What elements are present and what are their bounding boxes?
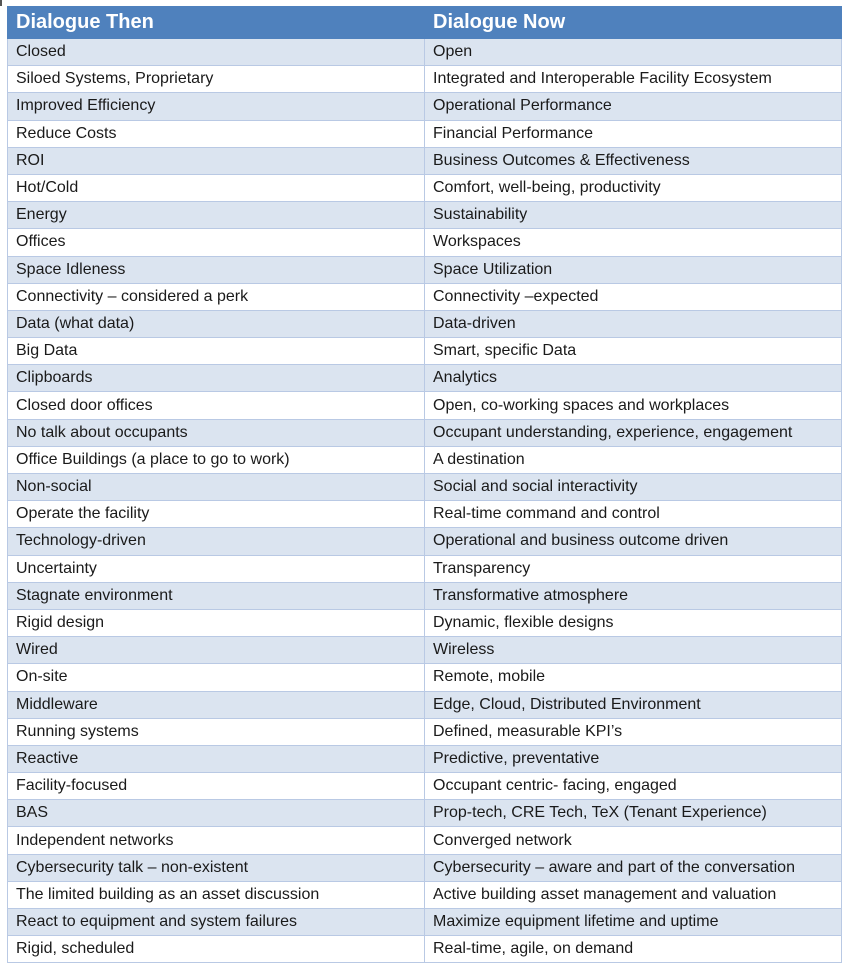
table-header bbox=[8, 7, 842, 39]
cell-dialogue-then: Clipboards bbox=[8, 365, 425, 392]
table-row bbox=[8, 881, 842, 908]
header-dialogue-now: Dialogue Now bbox=[425, 7, 842, 39]
cell-dialogue-now: Open bbox=[425, 39, 842, 66]
table-body bbox=[8, 39, 842, 963]
cell-dialogue-now: Space Utilization bbox=[425, 256, 842, 283]
table-row bbox=[8, 39, 842, 66]
cell-dialogue-now: Active building asset management and valuation bbox=[425, 881, 842, 908]
cell-dialogue-now: Analytics bbox=[425, 365, 842, 392]
cell-dialogue-then: Offices bbox=[8, 229, 425, 256]
table-row bbox=[8, 474, 842, 501]
cell-dialogue-then: Data (what data) bbox=[8, 310, 425, 337]
table-row bbox=[8, 93, 842, 120]
cell-dialogue-now: Financial Performance bbox=[425, 120, 842, 147]
cell-dialogue-then: Rigid, scheduled bbox=[8, 936, 425, 963]
cell-dialogue-now: Workspaces bbox=[425, 229, 842, 256]
cell-dialogue-then: Closed bbox=[8, 39, 425, 66]
cell-dialogue-then: Siloed Systems, Proprietary bbox=[8, 66, 425, 93]
cell-dialogue-now: Sustainability bbox=[425, 202, 842, 229]
cell-dialogue-now: Maximize equipment lifetime and uptime bbox=[425, 909, 842, 936]
cell-dialogue-then: Rigid design bbox=[8, 609, 425, 636]
cell-dialogue-now: Real-time command and control bbox=[425, 501, 842, 528]
cell-dialogue-now: Converged network bbox=[425, 827, 842, 854]
cell-dialogue-then: Cybersecurity talk – non-existent bbox=[8, 854, 425, 881]
table-row bbox=[8, 745, 842, 772]
cell-dialogue-now: Integrated and Interoperable Facility Ecosystem bbox=[425, 66, 842, 93]
cell-dialogue-then: Closed door offices bbox=[8, 392, 425, 419]
cell-dialogue-now: Business Outcomes & Effectiveness bbox=[425, 147, 842, 174]
comparison-table-container bbox=[7, 6, 841, 963]
table-row bbox=[8, 229, 842, 256]
table-row bbox=[8, 528, 842, 555]
table-row bbox=[8, 283, 842, 310]
cell-dialogue-now: Dynamic, flexible designs bbox=[425, 609, 842, 636]
table-row bbox=[8, 718, 842, 745]
cell-dialogue-now: Open, co-working spaces and workplaces bbox=[425, 392, 842, 419]
table-row bbox=[8, 773, 842, 800]
cell-dialogue-then: No talk about occupants bbox=[8, 419, 425, 446]
cell-dialogue-then: Big Data bbox=[8, 338, 425, 365]
table-row bbox=[8, 310, 842, 337]
cell-dialogue-then: Space Idleness bbox=[8, 256, 425, 283]
page-edge-mark bbox=[0, 0, 2, 6]
table-row bbox=[8, 582, 842, 609]
table-row bbox=[8, 174, 842, 201]
cell-dialogue-then: Operate the facility bbox=[8, 501, 425, 528]
cell-dialogue-then: Facility-focused bbox=[8, 773, 425, 800]
table-row bbox=[8, 392, 842, 419]
cell-dialogue-now: Remote, mobile bbox=[425, 664, 842, 691]
cell-dialogue-now: Predictive, preventative bbox=[425, 745, 842, 772]
table-row bbox=[8, 609, 842, 636]
cell-dialogue-now: Social and social interactivity bbox=[425, 474, 842, 501]
cell-dialogue-now: Prop-tech, CRE Tech, TeX (Tenant Experience) bbox=[425, 800, 842, 827]
cell-dialogue-now: Comfort, well-being, productivity bbox=[425, 174, 842, 201]
cell-dialogue-now: Data-driven bbox=[425, 310, 842, 337]
dialogue-comparison-table bbox=[7, 6, 842, 963]
table-row bbox=[8, 555, 842, 582]
table-row bbox=[8, 664, 842, 691]
cell-dialogue-then: Connectivity – considered a perk bbox=[8, 283, 425, 310]
cell-dialogue-now: Transparency bbox=[425, 555, 842, 582]
cell-dialogue-then: React to equipment and system failures bbox=[8, 909, 425, 936]
table-row bbox=[8, 936, 842, 963]
cell-dialogue-now: Real-time, agile, on demand bbox=[425, 936, 842, 963]
cell-dialogue-then: BAS bbox=[8, 800, 425, 827]
table-row bbox=[8, 909, 842, 936]
table-row bbox=[8, 66, 842, 93]
table-row bbox=[8, 419, 842, 446]
header-row bbox=[8, 7, 842, 39]
cell-dialogue-then: Wired bbox=[8, 637, 425, 664]
cell-dialogue-then: Energy bbox=[8, 202, 425, 229]
cell-dialogue-then: Reactive bbox=[8, 745, 425, 772]
cell-dialogue-then: Reduce Costs bbox=[8, 120, 425, 147]
cell-dialogue-then: Stagnate environment bbox=[8, 582, 425, 609]
table-row bbox=[8, 827, 842, 854]
table-row bbox=[8, 120, 842, 147]
table-row bbox=[8, 256, 842, 283]
table-row bbox=[8, 691, 842, 718]
table-row bbox=[8, 338, 842, 365]
cell-dialogue-then: On-site bbox=[8, 664, 425, 691]
table-row bbox=[8, 365, 842, 392]
cell-dialogue-then: Middleware bbox=[8, 691, 425, 718]
cell-dialogue-now: Edge, Cloud, Distributed Environment bbox=[425, 691, 842, 718]
cell-dialogue-now: Connectivity –expected bbox=[425, 283, 842, 310]
cell-dialogue-then: Non-social bbox=[8, 474, 425, 501]
cell-dialogue-then: Technology-driven bbox=[8, 528, 425, 555]
cell-dialogue-now: Occupant centric- facing, engaged bbox=[425, 773, 842, 800]
cell-dialogue-now: Cybersecurity – aware and part of the conversation bbox=[425, 854, 842, 881]
table-row bbox=[8, 854, 842, 881]
header-dialogue-then: Dialogue Then bbox=[8, 7, 425, 39]
cell-dialogue-now: Operational Performance bbox=[425, 93, 842, 120]
cell-dialogue-then: Independent networks bbox=[8, 827, 425, 854]
cell-dialogue-now: Defined, measurable KPI’s bbox=[425, 718, 842, 745]
cell-dialogue-now: Transformative atmosphere bbox=[425, 582, 842, 609]
table-row bbox=[8, 147, 842, 174]
table-row bbox=[8, 446, 842, 473]
table-row bbox=[8, 637, 842, 664]
table-row bbox=[8, 800, 842, 827]
cell-dialogue-now: Smart, specific Data bbox=[425, 338, 842, 365]
cell-dialogue-then: Improved Efficiency bbox=[8, 93, 425, 120]
cell-dialogue-now: Occupant understanding, experience, engagement bbox=[425, 419, 842, 446]
cell-dialogue-now: A destination bbox=[425, 446, 842, 473]
cell-dialogue-then: Hot/Cold bbox=[8, 174, 425, 201]
cell-dialogue-now: Wireless bbox=[425, 637, 842, 664]
cell-dialogue-then: Uncertainty bbox=[8, 555, 425, 582]
cell-dialogue-then: Running systems bbox=[8, 718, 425, 745]
cell-dialogue-now: Operational and business outcome driven bbox=[425, 528, 842, 555]
table-row bbox=[8, 202, 842, 229]
cell-dialogue-then: Office Buildings (a place to go to work) bbox=[8, 446, 425, 473]
cell-dialogue-then: The limited building as an asset discussion bbox=[8, 881, 425, 908]
table-row bbox=[8, 501, 842, 528]
cell-dialogue-then: ROI bbox=[8, 147, 425, 174]
